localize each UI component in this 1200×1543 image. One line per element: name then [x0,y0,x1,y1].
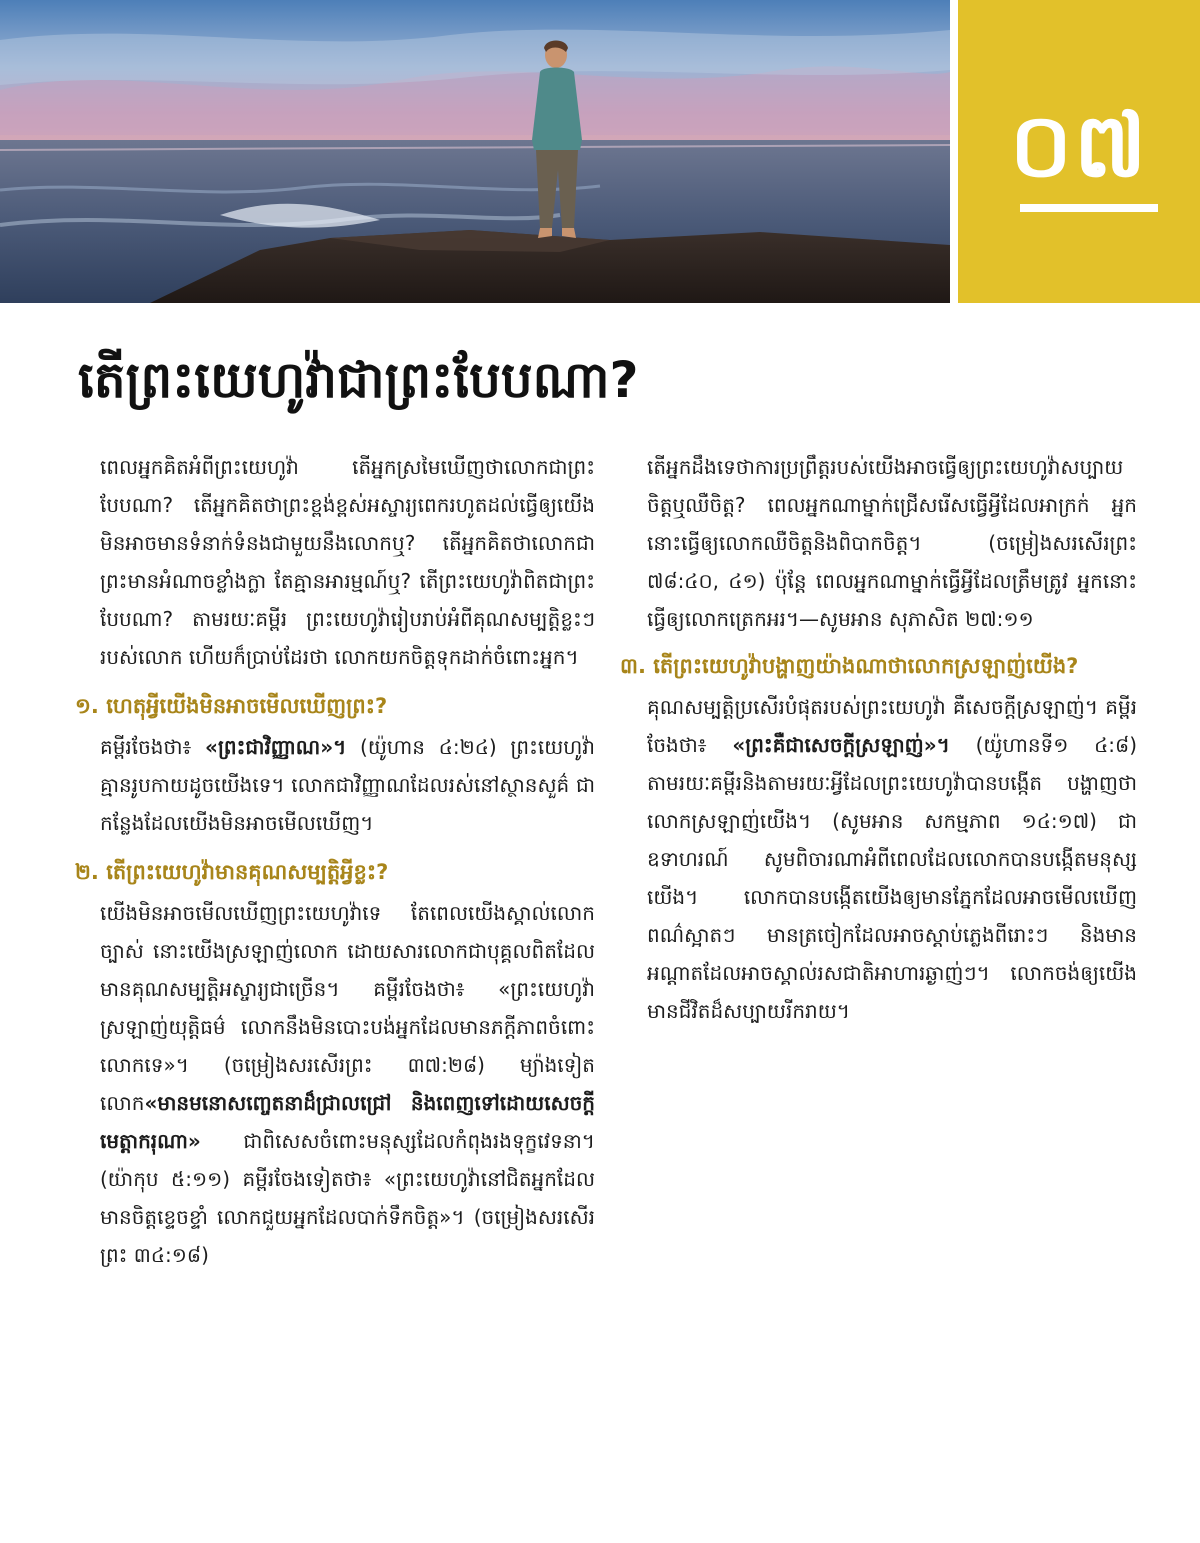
section-2-number: ២. [75,860,99,884]
lesson-number: ០៧ [1009,94,1149,197]
section-3-bold-quote: «ព្រះគឺជាសេចក្ដីស្រឡាញ់»។ [732,733,950,757]
section-1-heading [75,686,595,726]
section-2-text-b: ជាពិសេសចំពោះមនុស្សដែលកំពុងរងទុក្ខវេទនា។ (យ៉ាកុប ៥:១១) គម្ពីរចែងទៀតថា៖ «ព្រះយេហូវ៉ានៅជិតអ្នកដែលមានចិត្តខ្ទេចខ្ទាំ លោកជួយអ្នកដែលបាក់ទឹកចិត្ត»។ (ចម្រៀងសរសើរព្រះ ៣៤:១៨) [100,1129,595,1267]
section-2-question: តើព្រះយេហូវ៉ាមានគុណសម្បត្តិអ្វីខ្លះ? [106,860,389,884]
right-column [620,646,1137,1030]
section-1-number: ១. [75,694,99,718]
seascape-illustration [0,0,950,303]
section-3-heading [620,646,1137,686]
page-title: តើព្រះយេហូវ៉ាជាព្រះបែបណា? [78,351,639,409]
hero-image [0,0,950,303]
section-3-text-a: គុណសម្បត្តិប្រសើរបំផុតរបស់ព្រះយេហូវ៉ា គឺសេចក្ដីស្រឡាញ់។ គម្ពីរចែងថា៖ [647,695,1137,757]
lesson-number-badge [958,0,1200,303]
section-3-text-b: (យ៉ូហានទី១ ៤:៨) តាមរយៈគម្ពីរនិងតាមរយៈអ្វីដែលព្រះយេហូវ៉ាបានបង្កើត បង្ហាញថាលោកស្រឡាញ់យើង។ (សូមអាន សកម្មភាព ១៤:១៧) ជាឧទាហរណ៍ សូមពិចារណាអំពីពេលដែលលោកបានបង្កើតមនុស្សយើង។ លោកបានបង្កើតយើងឲ្យមានភ្នែកដែលអាចមើលឃើញពណ៌ស្អាតៗ មានត្រចៀកដែលអាចស្ដាប់ភ្លេងពីរោះៗ និងមានអណ្ដាតដែលអាចស្គាល់រសជាតិអាហារឆ្ងាញ់ៗ។ លោកចង់ឲ្យយើងមានជីវិតដ៏សប្បាយរីករាយ។ [647,733,1137,1023]
section-1-text-a: គម្ពីរចែងថា៖ [100,735,206,759]
section-1-bold-quote: «ព្រះជាវិញ្ញាណ»។ [205,735,347,759]
left-column [75,448,596,1274]
section-2-body [100,894,595,1274]
right-column-continuation [647,448,1137,638]
section-2-text-a: យើងមិនអាចមើលឃើញព្រះយេហូវ៉ាទេ តែពេលយើងស្គាល់លោកច្បាស់ នោះយើងស្រឡាញ់លោក ដោយសារលោកជាបុគ្គលពិតដែលមានគុណសម្បត្តិអស្ចារ្យជាច្រើន។ គម្ពីរចែងថា៖ «ព្រះយេហូវ៉ាស្រឡាញ់យុត្តិធម៌ លោកនឹងមិនបោះបង់អ្នកដែលមានភក្ដីភាពចំពោះលោកទេ»។ (ចម្រៀងសរសើរព្រះ ៣៧:២៨) ម្យ៉ាងទៀត លោក [100,901,595,1115]
section-2-heading [75,852,595,892]
section-2-body-continued: តើអ្នកដឹងទេថាការប្រព្រឹត្តរបស់យើងអាចធ្វើឲ្យព្រះយេហូវ៉ាសប្បាយចិត្តឬឈឺចិត្ត? ពេលអ្នកណាម្នាក់ជ្រើសរើសធ្វើអ្វីដែលអាក្រក់ អ្នកនោះធ្វើឲ្យលោកឈឺចិត្តនិងពិបាកចិត្ត។ (ចម្រៀងសរសើរព្រះ ៧៨:៤០, ៤១) ប៉ុន្តែ ពេលអ្នកណាម្នាក់ធ្វើអ្វីដែលត្រឹមត្រូវ អ្នកនោះធ្វើឲ្យលោកត្រេកអរ។—សូមអាន សុភាសិត ២៧:១១ [647,455,1137,631]
section-3-number: ៣. [620,654,646,678]
badge-underline [1020,204,1158,212]
section-1-text-b: (យ៉ូហាន ៤:២៤) ព្រះយេហូវ៉ាគ្មានរូបកាយដូចយើងទេ។ លោកជាវិញ្ញាណដែលរស់នៅស្ថានសួគ៌ ជាកន្លែងដែលយើងមិនអាចមើលឃើញ។ [100,735,596,835]
section-1-body [100,728,595,842]
section-3-body [647,688,1137,1030]
intro-paragraph: ពេលអ្នកគិតអំពីព្រះយេហូវ៉ា តើអ្នកស្រមៃឃើញថាលោកជាព្រះបែបណា? តើអ្នកគិតថាព្រះខ្ពង់ខ្ពស់អស្ចារ្យពេករហូតដល់ធ្វើឲ្យយើងមិនអាចមានទំនាក់ទំនងជាមួយនឹងលោកឬ? តើអ្នកគិតថាលោកជាព្រះមានអំណាចខ្លាំងក្លា តែគ្មានអារម្មណ៍ឬ? តើព្រះយេហូវ៉ាពិតជាព្រះបែបណា? តាមរយៈគម្ពីរ ព្រះយេហូវ៉ារៀបរាប់អំពីគុណសម្បត្តិខ្លះៗរបស់លោក ហើយក៏ប្រាប់ដែរថា លោកយកចិត្តទុកដាក់ចំពោះអ្នក។ [100,455,595,669]
section-3-question: តើព្រះយេហូវ៉ាបង្ហាញយ៉ាងណាថាលោកស្រឡាញ់យើង? [653,654,1079,678]
section-2-bold-quote: «មានមនោសញ្ចេតនាដ៏ជ្រាលជ្រៅ និងពេញទៅដោយសេចក្ដីមេត្តាករុណា» [100,1091,595,1153]
section-1-question: ហេតុអ្វីយើងមិនអាចមើលឃើញព្រះ? [106,694,388,718]
